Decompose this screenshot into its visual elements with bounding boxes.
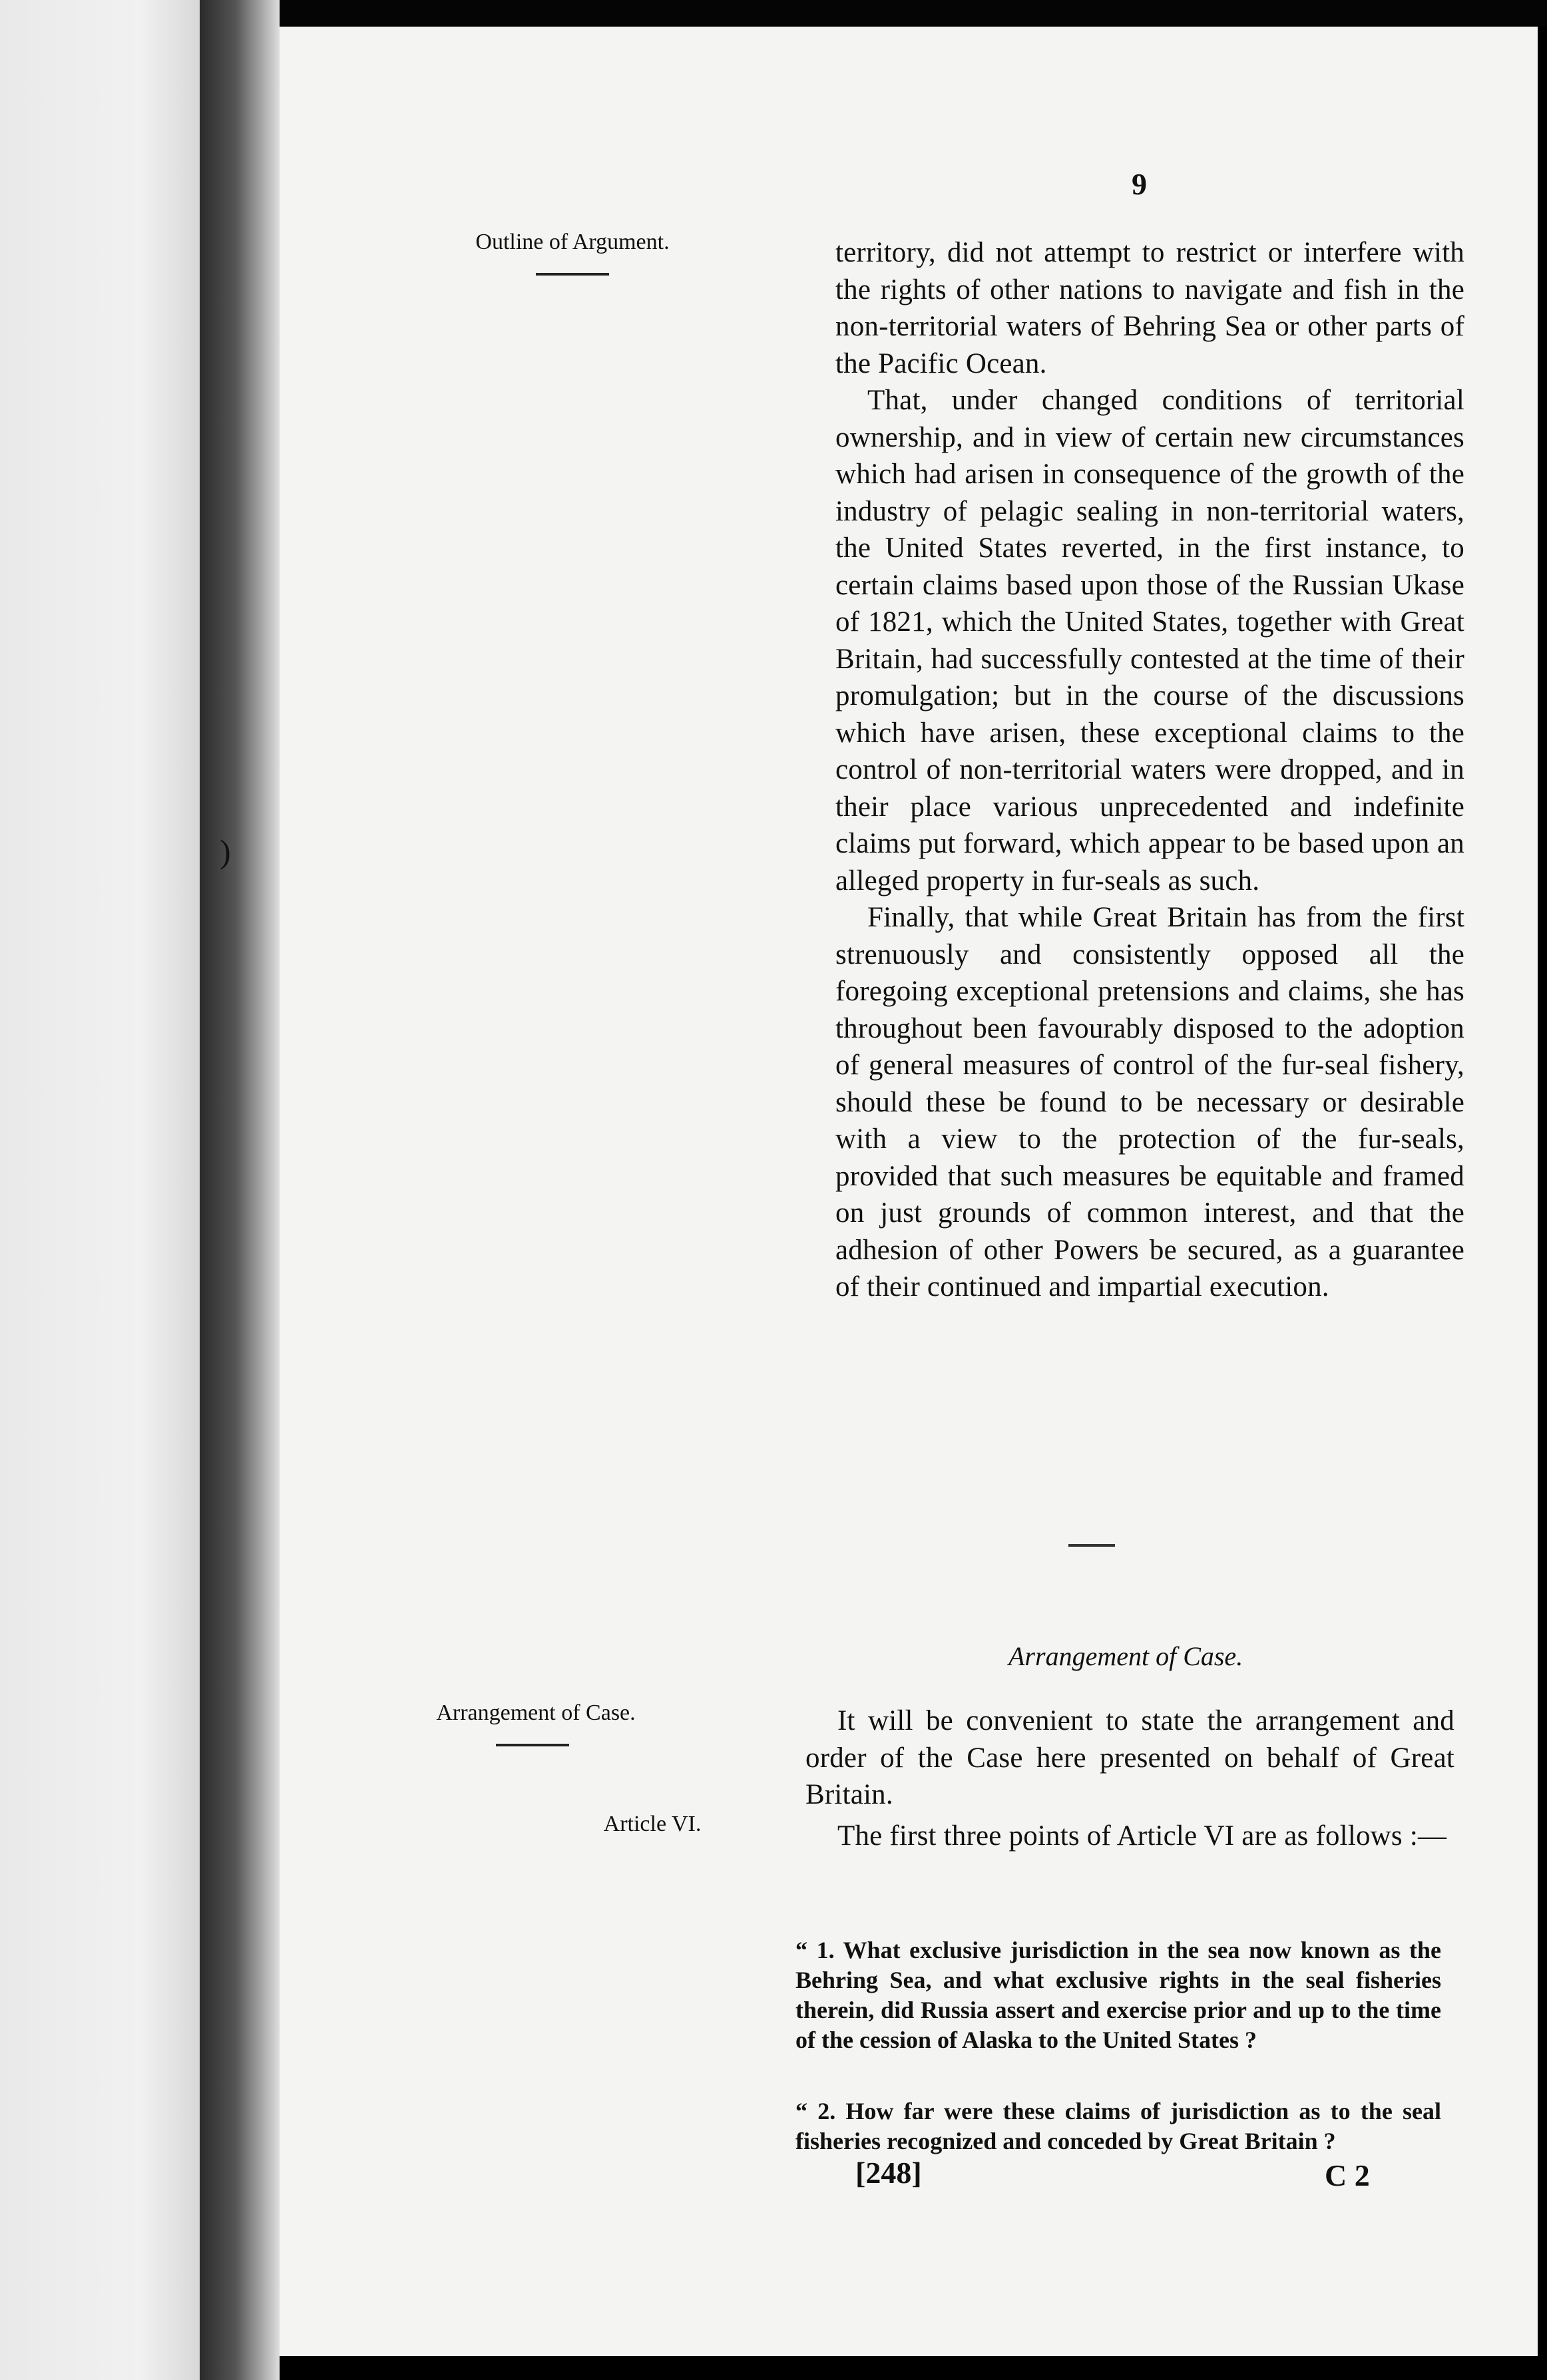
signature-number: [248]	[855, 2156, 922, 2190]
paragraph-territory: territory, did not attempt to restrict or interfere with the rights of other nations to navigate and fish in the non-territorial waters of Behring Sea or other parts of the Pacific Ocean.	[835, 237, 1464, 379]
facing-page-edge	[0, 0, 200, 2380]
quoted-point-2: “ 2. How far were these claims of jurisdiction as to the seal fisheries recognized and conceded by Great Britain ?	[795, 2098, 1441, 2154]
margin-note-article: Article VI.	[603, 1812, 702, 1836]
quoted-point-1: “ 1. What exclusive jurisdiction in the sea now known as the Behring Sea, and what exclusive rights in the seal fisheries therein, did Russia assert and exercise prior and up to the time of the cession of Alaska to the United States ?	[795, 1937, 1441, 2053]
paragraph-convenient: It will be convenient to state the arrangement and order of the Case here presented on behalf of Great Britain.	[805, 1705, 1454, 1810]
margin-note-outline: Outline of Argument.	[475, 230, 670, 254]
section-heading: Arrangement of Case.	[1008, 1641, 1243, 1671]
paragraph-first-three-points: The first three points of Article VI are as follows :—	[837, 1820, 1447, 1852]
binding-mark: )	[220, 833, 231, 870]
section-divider	[1068, 1544, 1115, 1547]
paragraph-changed-conditions: That, under changed conditions of territorial ownership, and in view of certain new circumstances which had arisen in consequence of the growth of the industry of pelagic sealing in non-territorial waters, the United States reverted, in the first instance, to certain claims based upon those of the Russian Ukase of 1821, which the United States, together with Great Britain, had successfully contested at the time of their promulgation; but in the course of the discussions which have arisen, these exceptional claims to the control of non-territorial waters were dropped, and in their place various unprecedented and indefinite claims put forward, which appear to be based upon an alleged property in fur-seals as such.	[835, 385, 1464, 896]
page-number: 9	[1132, 167, 1147, 201]
margin-rule-outline	[536, 273, 609, 276]
book-spine-shadow	[200, 0, 280, 2380]
margin-note-arrangement: Arrangement of Case.	[436, 1700, 636, 1725]
margin-rule-arrangement	[496, 1744, 569, 1746]
paragraph-finally: Finally, that while Great Britain has from the first strenuously and consistently opposed all the foregoing exceptional pretensions and claims, she has throughout been favourably disposed to the adoption of general measures of control of the fur-seal fishery, should these be found to be necessary or desirable with a view to the protection of the fur-seals, provided that such measures be equitable and framed on just grounds of common interest, and that the adhesion of other Powers be secured, as a guarantee of their continued and impartial execution.	[835, 902, 1464, 1302]
body-text-upper	[835, 234, 1464, 1306]
body-text-lower	[805, 1702, 1454, 1854]
signature-letter: C 2	[1325, 2158, 1370, 2192]
